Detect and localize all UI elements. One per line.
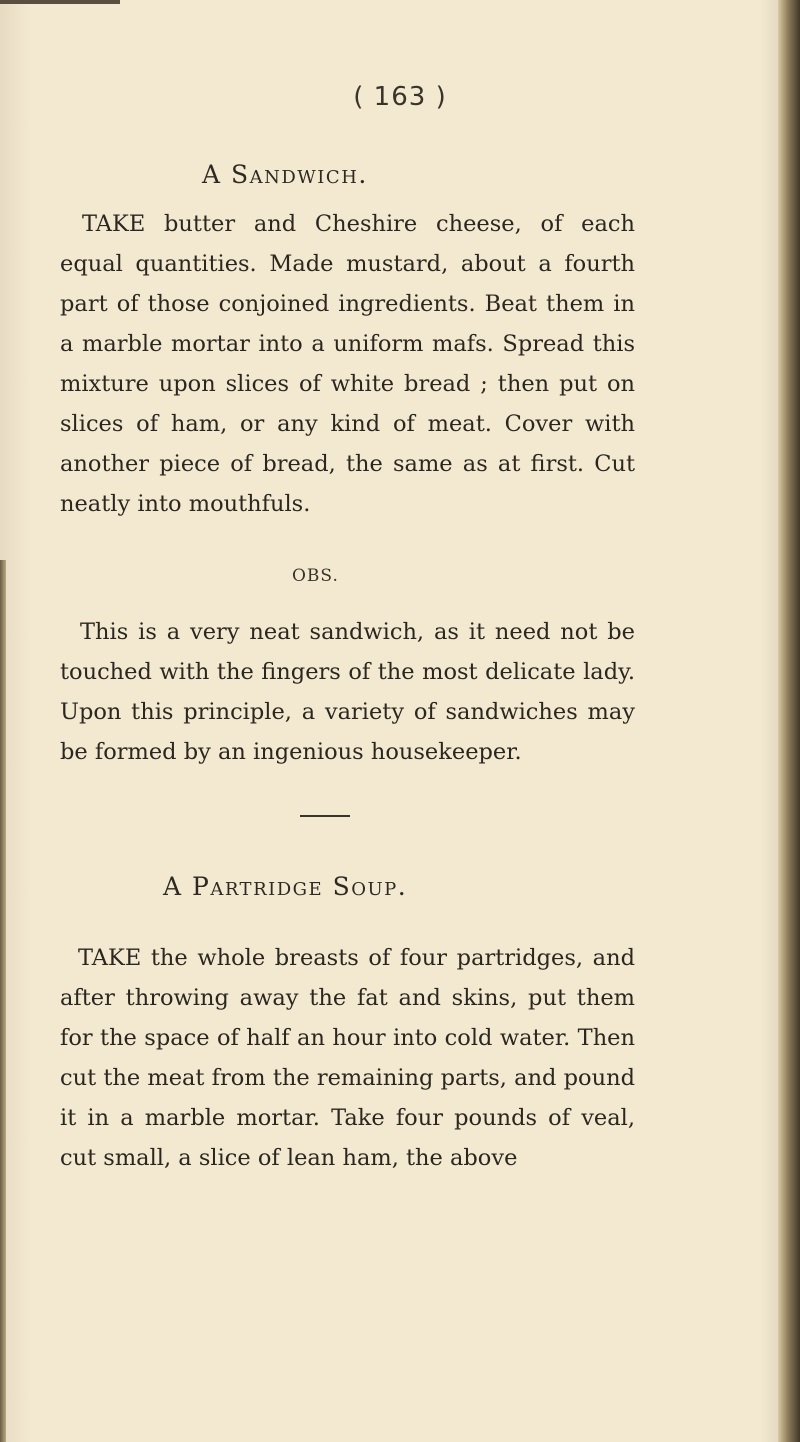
observation-body: This is a very neat sandwich, as it need not be touched with the fingers of the most delicate lady. Upon this principle, a variety of sandwiches may be formed by an ingenious housekeeper.	[60, 619, 635, 765]
recipe-body-partridge-soup: TAKE the whole breasts of four partridges, and after throwing away the fat and skins, put them for the space of half an hour into cold water. Then cut the meat from the remaining parts, and pound it in a marble mortar. Take four pounds of veal, cut small, a slice of lean ham, the above	[60, 945, 635, 1171]
recipe-title-sandwich: A Sandwich.	[202, 160, 368, 189]
page-binding-edge	[778, 0, 800, 1442]
section-divider	[300, 815, 350, 817]
page-number: ( 163 )	[353, 82, 447, 112]
observation-label: OBS.	[292, 566, 339, 586]
recipe-title-partridge-soup: A Partridge Soup.	[163, 872, 408, 901]
page-left-edge	[0, 560, 6, 1442]
recipe-body-sandwich: TAKE butter and Cheshire cheese, of each equal quantities. Made mustard, about a fourth part of those conjoined ingredients. Beat them in a marble mortar into a uniform mafs. Spread this mixture upon slices of white bread ; then put on slices of ham, or any kind of meat. Cover with another piece of bread, the same as at first. Cut neatly into mouthfuls.	[60, 211, 635, 517]
page-top-mark	[0, 0, 120, 4]
